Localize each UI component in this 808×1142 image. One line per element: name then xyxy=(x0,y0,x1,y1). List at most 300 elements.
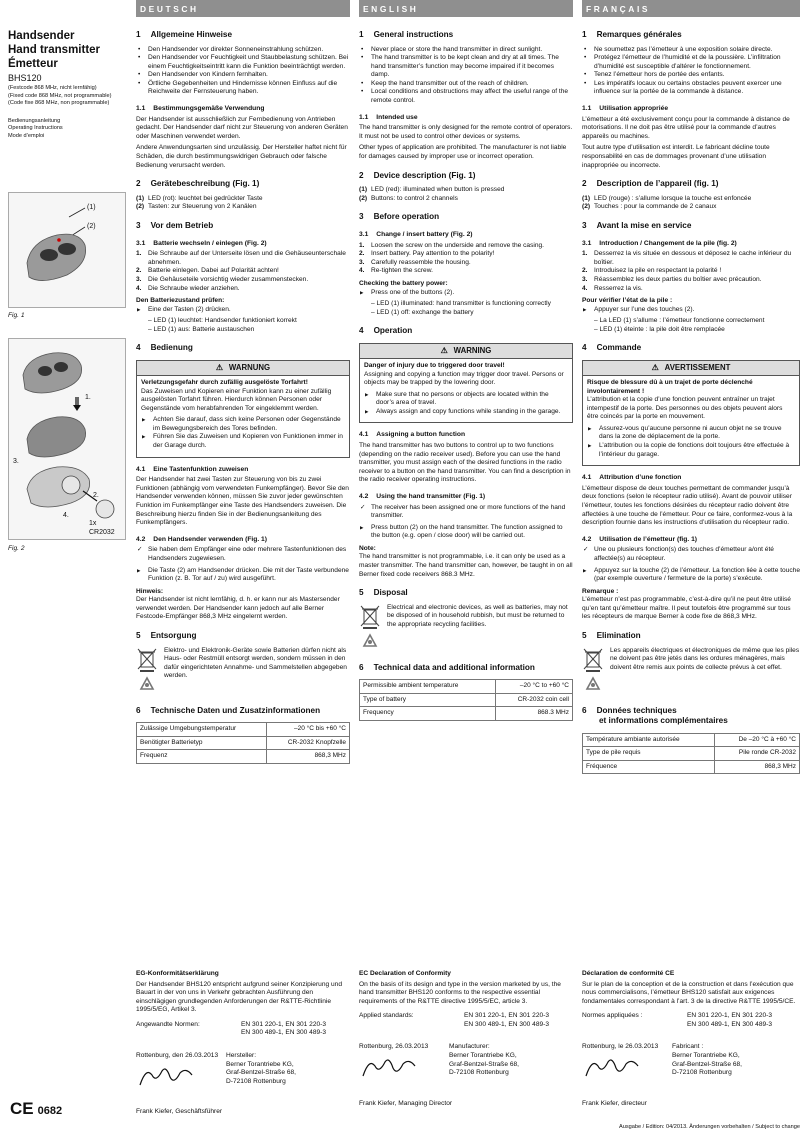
battery-steps-item xyxy=(136,276,350,285)
note-text: The hand transmitter is not programmable, i.e. it can only be used as a master transmitter. The hand transmitter can, however, be taught in on all Berner fixed code receivers 868.3 MHz. xyxy=(359,553,573,578)
battery-steps-index: 1. xyxy=(359,241,365,249)
table-cell-label: Frequenz xyxy=(137,750,267,763)
ce-logo: CE xyxy=(10,1099,34,1118)
use-precondition xyxy=(136,546,350,563)
led-off-result: – LED (1) aus: Batterie austauschen xyxy=(148,325,255,333)
technical-data-table xyxy=(582,733,800,774)
table-cell-label: Frequency xyxy=(360,707,496,720)
general-list-item: • Ne soumettez pas l’émetteur à une exposition solaire directe. xyxy=(582,46,800,55)
section-technical-data-text: Technical data and additional information xyxy=(373,662,535,672)
section-general xyxy=(136,30,350,41)
battery-steps-text: Loosen the screw on the underside and remove the casing. xyxy=(371,241,545,249)
header-english: ENGLISH xyxy=(359,0,573,17)
table-row xyxy=(360,693,573,706)
section-before-operation-number: 3 xyxy=(136,220,141,230)
battery-steps-item xyxy=(582,250,800,267)
section-device-description-number: 2 xyxy=(359,170,364,180)
declaration-fr xyxy=(582,970,797,1108)
warning-header xyxy=(360,344,572,359)
standards-row xyxy=(359,1012,574,1029)
section-technical-data-text: Technische Daten und Zusatzinformationen xyxy=(150,705,321,715)
section-operation-number: 4 xyxy=(136,343,141,353)
warning-list xyxy=(141,416,345,450)
device-parts-list-item xyxy=(582,195,800,204)
subsection-assign-text: Assigning a button function xyxy=(376,431,466,439)
place-date-block xyxy=(359,1043,449,1085)
standards-label: Normes appliquées : xyxy=(582,1012,643,1020)
battery-steps-index: 2. xyxy=(136,267,142,275)
signatory-name: Frank Kiefer, Geschäftsführer xyxy=(136,1108,223,1116)
subsection-battery-text: Introduction / Changement de la pile (fig. 2) xyxy=(599,239,737,247)
warning-triangle-icon: ⚠ xyxy=(440,345,448,355)
note-text: Der Handsender ist nicht lernfähig, d. h. er kann nur als Mastersender verwendet werden. Der Handsender kann jedoch auf alle Berner Festcode-Empfänger 868,3 MHz eingelernt werden. xyxy=(136,596,340,621)
section-technical-data-number: 6 xyxy=(359,662,364,672)
section-general-text: Remarques générales xyxy=(596,30,682,39)
device-parts-list xyxy=(136,195,350,212)
doctype-de: Bedienungsanleitung xyxy=(8,117,61,124)
section-device-description xyxy=(136,179,350,190)
section-operation xyxy=(136,343,350,354)
declaration-text: Sur le plan de la conception et de la construction et dans l’exécution que nous commercialisons, l’émetteur BHS120 satisfait aux exigences fondamentales correspondant à l’art. 3 de la directive R&TTE 1995/5/CE. xyxy=(582,980,796,1005)
section-operation-text: Bedienung xyxy=(150,343,193,353)
battery-steps-item xyxy=(136,267,350,276)
disposal-block xyxy=(136,647,350,697)
device-parts-list-item xyxy=(359,186,573,195)
manufacturer-city: D-72108 Rottenburg xyxy=(672,1069,732,1077)
table-cell-value: CR-2032 Knopfzelle xyxy=(267,736,350,749)
table-row xyxy=(583,760,800,773)
intended-use-text-2: Other types of application are prohibited. The manufacturer is not liable for damages caused by improper use or incorrect operation. xyxy=(359,144,567,160)
table-cell-label: Fréquence xyxy=(583,760,715,773)
subsection-use-number: 4.2 xyxy=(136,535,146,543)
section-disposal-text: Entsorgung xyxy=(150,630,197,640)
place-date-block xyxy=(136,1052,226,1094)
warning-heading: Danger of injury due to triggered door travel! xyxy=(364,361,505,369)
subsection-battery xyxy=(136,240,350,249)
section-operation-number: 4 xyxy=(359,326,364,336)
battery-steps-index: 1. xyxy=(582,250,588,258)
subsection-assign-number: 4.1 xyxy=(136,465,146,473)
footer-edition: Ausgabe / Edition: 04/2013. Änderungen vorbehalten / Subject to change xyxy=(619,1124,800,1130)
recycle-icon xyxy=(136,675,158,697)
manufacturer-label: Hersteller: xyxy=(226,1051,257,1059)
battery-steps-item xyxy=(359,259,573,268)
general-list-item: • Den Handsender von Kindern fernhalten. xyxy=(136,71,350,80)
battery-steps-item xyxy=(582,267,800,276)
subsection-assign-text: Eine Tastenfunktion zuweisen xyxy=(153,465,249,473)
declaration-text: Der Handsender BHS120 entspricht aufgrund seiner Konzipierung und Bauart in der von uns in Verkehr gebrachten Ausführung den einschlägigen grundlegenden Anforderungen der R&TTE-Richtlinie 1995/5/EG, Artikel 3. xyxy=(136,980,342,1014)
general-list-item: • Never place or store the hand transmitter in direct sunlight. xyxy=(359,46,573,55)
doctype-en: Operating Instructions xyxy=(8,125,63,132)
standards-label: Applied standards: xyxy=(359,1012,414,1020)
standards-row xyxy=(136,1021,351,1038)
section-before-operation xyxy=(359,212,573,223)
section-disposal-number: 5 xyxy=(136,630,141,640)
section-device-description-text: Description de l’appareil (fig. 1) xyxy=(596,179,719,189)
use-action-item: ▶ Appuyez sur la touche (2) de l’émetteur. La fonction liée à cette touche (par exemple ouverture / fermeture de la porte) s’exécute. xyxy=(582,567,800,584)
figure-1 xyxy=(8,192,126,308)
battery-steps-text: Insert battery. Pay attention to the polarity! xyxy=(371,250,495,258)
assign-text: Der Handsender hat zwei Tasten zur Steuerung von bis zu zwei Funktionen (abhängig vom verwendeten Funkempfänger). Bevor Sie den Handsender verwenden können, müssen Sie zuvor jeder gewünschten Funktion im Funkempfänger eine Taste des Handsenders zuweisen. Die Beschreibung hierzu finden Sie in der Bedienungsanleitung des Funkempfängers. xyxy=(136,476,349,527)
warning-body xyxy=(360,359,572,422)
place-date: Rottenburg, den 26.03.2013 xyxy=(136,1051,219,1059)
standards-values xyxy=(241,1021,326,1038)
device-parts-list-text: LED (red): illuminated when button is pressed xyxy=(371,186,505,194)
battery-check-title: Den Batteriezustand prüfen: xyxy=(136,297,225,305)
crossed-bin-icon xyxy=(582,647,604,673)
battery-count: 1x xyxy=(89,520,97,527)
use-precondition xyxy=(359,504,573,521)
use-precondition-item: ✓ Sie haben dem Empfänger eine oder mehrere Tastenfunktionen des Handsenders zugewiesen. xyxy=(136,546,350,563)
disposal-block xyxy=(359,604,573,654)
disposal-icons xyxy=(359,604,381,654)
device-parts-list-item xyxy=(582,203,800,212)
use-action-item: ▶ Press button (2) on the hand transmitter. The function assigned to the button (e.g. open / close door) will be carried out. xyxy=(359,524,573,541)
battery-steps-index: 2. xyxy=(582,267,588,275)
subsection-battery xyxy=(582,240,800,249)
subsection-use xyxy=(136,536,350,545)
subtitle-en: (Fixed code 868 MHz, not programmable) xyxy=(8,92,112,99)
section-disposal-text: Elimination xyxy=(596,630,641,640)
disposal-icons xyxy=(582,647,604,697)
manufacturer-street: Graf-Bentzel-Straße 68, xyxy=(226,1069,296,1077)
device-parts-list-index: (1) xyxy=(136,194,145,202)
subsection-battery-number: 3.1 xyxy=(359,230,369,238)
warning-triangle-icon: ⚠ xyxy=(651,362,659,372)
step-2-marker: 2. xyxy=(93,492,99,499)
table-cell-value: –20 °C to +60 °C xyxy=(495,680,572,693)
standards-line-2: EN 300 489-1, EN 300 489-3 xyxy=(464,1020,550,1028)
battery-steps-item xyxy=(359,267,573,276)
device-parts-list-index: (2) xyxy=(136,203,145,211)
subtitle-fr: (Code fixe 868 MHz, non programmable) xyxy=(8,100,110,107)
warning-text: Assigning and copying a function may trigger door travel. Persons or objects may be trapped by the lowering door. xyxy=(364,370,564,387)
warning-list-item: ▶ Führen Sie das Zuweisen und Kopieren von Funktionen immer in der Garage durch. xyxy=(141,433,345,450)
place-date: Rottenburg, 26.03.2013 xyxy=(359,1043,429,1051)
transmitter-image xyxy=(9,193,127,309)
warning-title: WARNUNG xyxy=(228,362,271,372)
table-cell-label: Température ambiante autorisée xyxy=(583,733,715,746)
use-action-item: ▶ Die Taste (2) am Handsender drücken. Die mit der Taste verbundene Funktion (z. B. Tor auf / zu) wird ausgeführt. xyxy=(136,567,350,584)
led-on-result: – La LED (1) s’allume : l’émetteur fonctionne correctement xyxy=(594,317,765,325)
battery-steps-text: Die Schraube wieder anziehen. xyxy=(148,284,240,292)
section-general xyxy=(359,30,573,41)
doctype-fr: Mode d’emploi xyxy=(8,132,45,139)
warning-list-item: ▶ L’attribution ou la copie de fonctions doit toujours être effectuée à l’intérieur du garage. xyxy=(587,442,795,459)
use-action xyxy=(136,567,350,584)
manufacturer-city: D-72108 Rottenburg xyxy=(226,1077,286,1085)
subsection-assign xyxy=(359,431,573,440)
callout-2: (2) xyxy=(87,223,96,230)
note-label: Note: xyxy=(359,544,376,552)
manufacturer-city: D-72108 Rottenburg xyxy=(449,1069,509,1077)
subsection-intended-use-number: 1.1 xyxy=(359,113,369,121)
disposal-text: Les appareils électriques et électroniques de même que les piles ne doivent pas être jetés dans les ordures ménagères, mais doivent être remis aux points de collecte prévus à cet effet. xyxy=(610,646,800,671)
subsection-intended-use xyxy=(136,105,350,114)
general-list-item: • Local conditions and obstructions may affect the useful range of the remote control. xyxy=(359,88,573,105)
section-disposal xyxy=(359,588,573,599)
section-disposal-number: 5 xyxy=(582,630,587,640)
battery-steps-text: Introduisez la pile en respectant la polarité ! xyxy=(594,267,722,275)
general-list-item: • The hand transmitter is to be kept clean and dry at all times. The hand transmitter’s function may become impaired if it becomes damp. xyxy=(359,54,573,80)
model-name: BHS120 xyxy=(8,73,42,84)
table-row xyxy=(583,733,800,746)
warning-header xyxy=(583,361,799,376)
step-1-marker: 1. xyxy=(85,394,91,401)
device-parts-list-index: (2) xyxy=(582,203,591,211)
signatory-name: Frank Kiefer, directeur xyxy=(582,1099,647,1107)
led-on-result: – LED (1) illuminated: hand transmitter is functioning correctly xyxy=(371,300,551,308)
intended-use-text-2: Tout autre type d’utilisation est interdit. Le fabricant décline toute responsabilité en cas de dommages provenant d’une utilisation inappropriée ou incorrecte. xyxy=(582,144,770,169)
device-parts-list-text: LED (rouge) : s’allume lorsque la touche est enfoncée xyxy=(594,194,752,202)
manufacturer-name: Berner Torantriebe KG, xyxy=(226,1060,294,1068)
device-parts-list-text: Tasten: zur Steuerung von 2 Kanälen xyxy=(148,203,257,211)
warning-text: Das Zuweisen und Kopieren einer Funktion kann zu einer zufällig ausgelösten Torfahrt führen. Hierdurch können Personen oder Gegenstände vom herabfahrenden Tor eingeklemmt werden. xyxy=(141,387,332,412)
section-device-description-number: 2 xyxy=(136,179,141,189)
warning-title: WARNING xyxy=(453,345,492,355)
section-technical-data-number: 6 xyxy=(136,705,141,715)
subsection-intended-use-number: 1.1 xyxy=(582,105,592,113)
battery-steps-index: 3. xyxy=(136,275,142,283)
section-before-operation-text: Before operation xyxy=(373,212,440,222)
section-disposal-text: Disposal xyxy=(373,588,408,598)
table-row xyxy=(360,707,573,720)
intended-use-text-2: Andere Anwendungsarten sind unzulässig. Der Hersteller haftet nicht für Schäden, die durch bestimmungswidrigen Gebrauch oder falsche Bedienung verursacht werden. xyxy=(136,144,347,169)
table-cell-label: Type of battery xyxy=(360,693,496,706)
standards-label: Angewandte Normen: xyxy=(136,1020,200,1028)
battery-steps-item xyxy=(359,250,573,259)
section-operation-number: 4 xyxy=(582,343,587,353)
battery-steps-index: 4. xyxy=(359,267,365,275)
section-device-description-text: Device description (Fig. 1) xyxy=(373,170,476,180)
battery-steps-index: 3. xyxy=(359,258,365,266)
declaration-title: EC Declaration of Conformity xyxy=(359,970,451,977)
subsection-use-text: Using the hand transmitter (Fig. 1) xyxy=(376,492,486,500)
warning-body xyxy=(137,376,349,457)
step-3-marker: 3. xyxy=(13,458,19,465)
place-manufacturer-row xyxy=(359,1043,574,1085)
battery-steps-index: 4. xyxy=(582,284,588,292)
general-list-item: • Protégez l’émetteur de l’humidité et de la poussière. L’infiltration d’humidité est susceptible d’altérer le fonctionnement. xyxy=(582,54,800,71)
signature-image xyxy=(359,1052,419,1082)
use-action xyxy=(359,524,573,541)
device-parts-list-index: (2) xyxy=(359,194,368,202)
declaration-title: EG-Konformitätserklärung xyxy=(136,970,219,977)
intended-use-text-1: L’émetteur a été exclusivement conçu pour la commande à distance de motorisations. Il ne doit pas être utilisé pour la commande d’autres appareils ou machines. xyxy=(582,115,790,140)
fig1-label: Fig. 1 xyxy=(8,312,25,319)
signature-image xyxy=(582,1052,642,1082)
callout-1: (1) xyxy=(87,204,96,211)
device-parts-list-index: (1) xyxy=(359,186,368,194)
device-parts-list-index: (1) xyxy=(582,194,591,202)
crossed-bin-icon xyxy=(136,647,158,673)
manufacturer-block xyxy=(226,1052,296,1094)
battery-steps-item xyxy=(136,285,350,294)
battery-steps-index: 4. xyxy=(136,284,142,292)
disposal-text: Elektro- und Elektronik-Geräte sowie Batterien dürfen nicht als Haus- oder Restmüll entsorgt werden, sondern müssen in den dafür eingerichteten Annahme- und Sammelstellen abgegeben werden. xyxy=(164,646,347,680)
section-before-operation-number: 3 xyxy=(582,220,587,230)
section-operation xyxy=(359,326,573,337)
ce-mark xyxy=(10,1098,62,1120)
intended-use-text-1: The hand transmitter is only designed for the remote control of operators. It must not be used to control other devices or systems. xyxy=(359,124,573,140)
section-technical-data xyxy=(136,706,350,717)
subsection-battery-text: Batterie wechseln / einlegen (Fig. 2) xyxy=(153,239,267,247)
subsection-intended-use-text: Utilisation appropriée xyxy=(599,105,669,113)
section-operation-text: Commande xyxy=(596,343,642,353)
declaration-de xyxy=(136,970,351,1117)
battery-steps-item xyxy=(582,276,800,285)
declaration-text: On the basis of its design and type in the version marketed by us, the hand transmitter BHS120 conforms to the respective essential requirements of the R&TTE directive 1995/5/EC, article 3. xyxy=(359,980,561,1005)
subsection-use xyxy=(359,493,573,502)
table-cell-label: Zulässige Umgebungstemperatur xyxy=(137,723,267,736)
recycle-icon xyxy=(359,632,381,654)
section-before-operation-text: Avant la mise en service xyxy=(596,220,692,230)
battery-steps-item xyxy=(136,250,350,267)
signature-image xyxy=(136,1061,196,1091)
title-en: Hand transmitter xyxy=(8,43,101,56)
standards-line-1: EN 301 220-1, EN 301 220-3 xyxy=(464,1012,550,1020)
battery-steps-text: Resserrez la vis. xyxy=(594,284,643,292)
battery-check-step: ▶ Eine der Tasten (2) drücken. xyxy=(136,306,350,315)
section-device-description-text: Gerätebeschreibung (Fig. 1) xyxy=(150,179,260,189)
battery-steps-text: Batterie einlegen. Dabei auf Polarität achten! xyxy=(148,267,279,275)
warning-list-item: ▶ Make sure that no persons or objects are located within the door’s area of travel. xyxy=(364,391,568,408)
place-manufacturer-row xyxy=(136,1052,351,1094)
warning-box xyxy=(359,343,573,424)
device-parts-list xyxy=(582,195,800,212)
battery-steps-index: 2. xyxy=(359,250,365,258)
crossed-bin-icon xyxy=(359,604,381,630)
warning-text: L’attribution et la copie d’une fonction peuvent entraîner un trajet intempestif de la porte. Des personnes ou des objets peuvent alors être coincés par la porte en mouvement. xyxy=(587,396,783,421)
place-manufacturer-row xyxy=(582,1043,797,1085)
subsection-battery-number: 3.1 xyxy=(136,239,146,247)
general-list xyxy=(582,46,800,97)
section-device-description xyxy=(359,171,573,182)
warning-box xyxy=(136,360,350,458)
section-device-description-number: 2 xyxy=(582,179,587,189)
battery-check-list xyxy=(582,306,800,315)
disposal-block xyxy=(582,647,800,697)
step-4-marker: 4. xyxy=(63,512,69,519)
section-technical-data-line2: et informations complémentaires xyxy=(599,716,728,726)
standards-values xyxy=(464,1012,549,1029)
subsection-assign-number: 4.1 xyxy=(359,431,369,439)
subsection-intended-use xyxy=(359,114,573,123)
title-fr: Émetteur xyxy=(8,57,58,70)
general-list-item: • Keep the hand transmitter out of the reach of children. xyxy=(359,80,573,89)
subsection-battery-text: Change / insert battery (Fig. 2) xyxy=(376,230,473,238)
technical-data-table xyxy=(136,722,350,763)
section-general-text: Allgemeine Hinweise xyxy=(150,30,233,39)
warning-box xyxy=(582,360,800,466)
use-precondition-item: ✓ The receiver has been assigned one or more functions of the hand transmitter. xyxy=(359,504,573,521)
table-cell-value: 868.3 MHz xyxy=(495,707,572,720)
section-before-operation-text: Vor dem Betrieb xyxy=(150,220,214,230)
battery-steps-index: 1. xyxy=(136,250,142,258)
header-francais: FRANÇAIS xyxy=(582,0,800,17)
battery-type: CR2032 xyxy=(89,529,115,536)
technical-data-table xyxy=(359,679,573,720)
section-technical-data-number: 6 xyxy=(582,705,587,715)
subsection-assign-number: 4.1 xyxy=(582,474,592,482)
table-row xyxy=(137,736,350,749)
table-cell-value: –20 °C bis +60 °C xyxy=(267,723,350,736)
manufacturer-block xyxy=(449,1043,519,1085)
battery-check-title: Checking the battery power: xyxy=(359,279,448,287)
led-on-result: – LED (1) leuchtet: Handsender funktioniert korrekt xyxy=(148,317,297,325)
subtitle-de: (Festcode 868 MHz, nicht lernfähig) xyxy=(8,85,97,92)
table-cell-value: 868,3 MHz xyxy=(267,750,350,763)
warning-list-item: ▶ Achten Sie darauf, dass sich keine Personen oder Gegenstände im Bewegungsbereich des Tores befinden. xyxy=(141,416,345,433)
battery-steps-item xyxy=(359,242,573,251)
figure-2 xyxy=(8,338,126,540)
subsection-battery xyxy=(359,231,573,240)
subsection-intended-use-number: 1.1 xyxy=(136,105,146,113)
subsection-assign xyxy=(582,474,800,483)
standards-line-1: EN 301 220-1, EN 301 220-3 xyxy=(687,1012,773,1020)
use-action xyxy=(582,567,800,584)
device-parts-list-text: LED (rot): leuchtet bei gedrückter Taste xyxy=(148,194,263,202)
subsection-use-text: Utilisation de l’émetteur (fig. 1) xyxy=(599,535,698,543)
led-off-result: – LED (1) éteinte : la pile doit être remplacée xyxy=(594,325,725,333)
device-parts-list-item xyxy=(136,203,350,212)
section-general-number: 1 xyxy=(136,30,141,39)
table-cell-label: Benötigter Batterietyp xyxy=(137,736,267,749)
general-list-item: • Den Handsender vor direkter Sonneneinstrahlung schützen. xyxy=(136,46,350,55)
device-parts-list-item xyxy=(359,195,573,204)
use-precondition-item: ✓ Une ou plusieurs fonction(s) des touches d’émetteur a/ont été affectée(s) au récepteur. xyxy=(582,546,800,563)
warning-list-item: ▶ Assurez-vous qu’aucune personne ni aucun objet ne se trouve dans la zone de déplacement de la porte. xyxy=(587,425,795,442)
general-list-item: • Örtliche Gegebenheiten und Hindernisse können Einfluss auf die Reichweite der Fernsteuerung haben. xyxy=(136,80,350,97)
place-date-block xyxy=(582,1043,672,1085)
column-francais xyxy=(582,30,800,774)
note-label: Remarque : xyxy=(582,587,619,595)
section-operation-text: Operation xyxy=(373,326,413,336)
warning-heading: Risque de blessure dû à un trajet de porte déclenché involontairement ! xyxy=(587,379,753,395)
section-operation xyxy=(582,343,800,354)
subsection-battery-number: 3.1 xyxy=(582,239,592,247)
device-parts-list xyxy=(359,186,573,203)
header-deutsch: DEUTSCH xyxy=(136,0,350,17)
table-cell-value: Pile ronde CR-2032 xyxy=(715,747,800,760)
section-technical-data xyxy=(582,706,800,717)
title-de: Handsender xyxy=(8,30,75,42)
table-cell-value: CR-2032 coin cell xyxy=(495,693,572,706)
battery-steps-text: Die Gehäuseteile vorsichtig wieder zusammenstecken. xyxy=(148,275,309,283)
table-cell-label: Type de pile requis xyxy=(583,747,715,760)
table-row xyxy=(583,747,800,760)
standards-values xyxy=(687,1012,772,1029)
section-general-text: General instructions xyxy=(373,30,454,39)
warning-heading: Verletzungsgefahr durch zufällig ausgelöste Torfahrt! xyxy=(141,379,308,387)
battery-steps-text: Die Schraube auf der Unterseite lösen und die Gehäuseunterschale abnehmen. xyxy=(148,250,346,266)
battery-check-step: ▶ Appuyer sur l’une des touches (2). xyxy=(582,306,800,315)
battery-steps-text: Re-tighten the screw. xyxy=(371,267,433,275)
standards-line-2: EN 300 489-1, EN 300 489-3 xyxy=(687,1020,773,1028)
declaration-title: Déclaration de conformité CE xyxy=(582,970,675,977)
section-technical-data xyxy=(359,663,573,674)
battery-steps xyxy=(582,250,800,293)
standards-line-2: EN 300 489-1, EN 300 489-3 xyxy=(241,1029,327,1037)
device-parts-list-text: Touches : pour la commande de 2 canaux xyxy=(594,203,717,211)
section-general-number: 1 xyxy=(582,30,587,39)
table-row xyxy=(137,723,350,736)
battery-check-list xyxy=(136,306,350,315)
section-before-operation-number: 3 xyxy=(359,212,364,222)
subsection-intended-use-text: Intended use xyxy=(376,113,418,121)
assign-text: L’émetteur dispose de deux touches permettant de commander jusqu’à deux fonctions (selon le récepteur radio utilisé). Avant de pouvoir utiliser l’émetteur, toutes les fonctions désirées du récepteur radio doivent être affectées à une touche de l’émetteur. Pour ce faire, conformez-vous à la description fournie dans les instructions d’utilisation du récepteur radio. xyxy=(582,484,793,527)
battery-steps xyxy=(136,250,350,293)
